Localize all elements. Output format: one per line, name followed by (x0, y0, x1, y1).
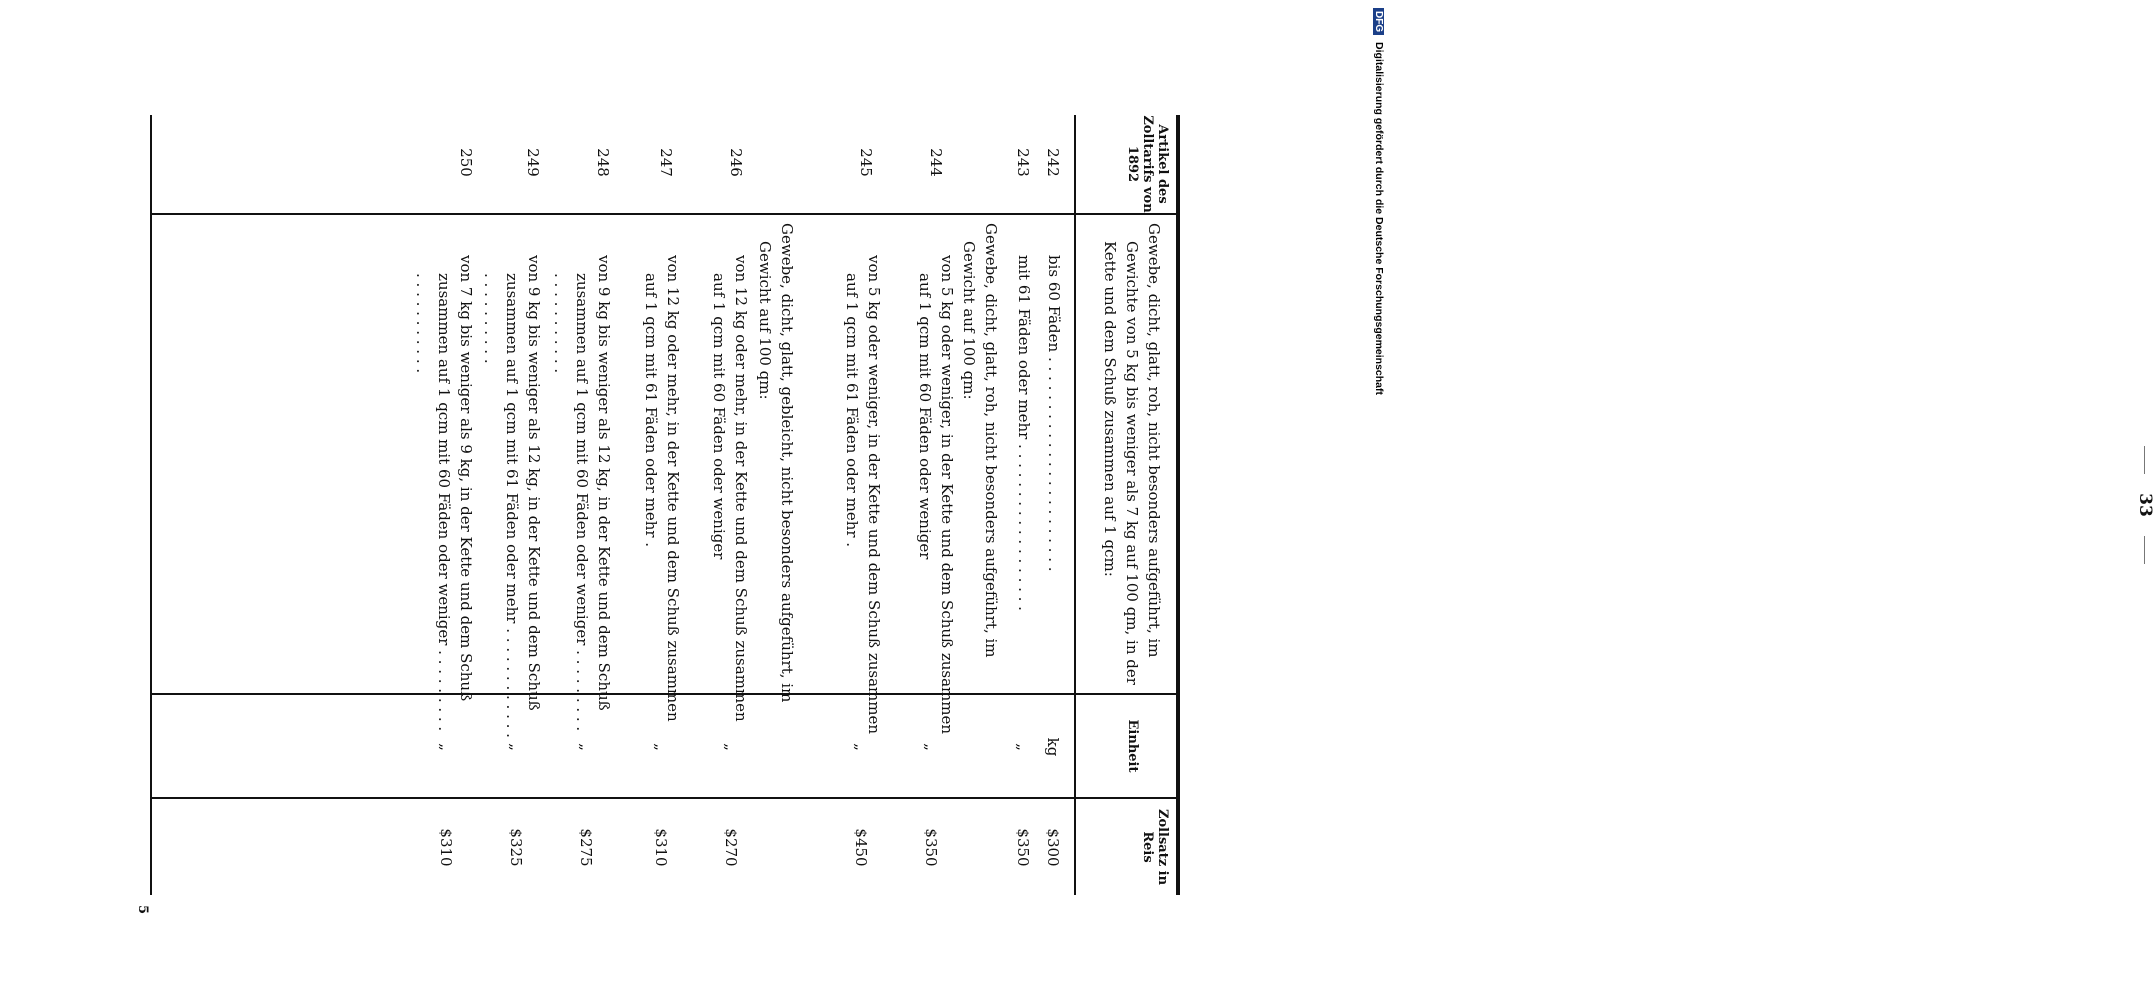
group-heading: Gewebe, dicht, glatt, roh, nicht besonders aufgeführt, im Gewichte von 5 kg bis weniger als 7 kg auf 100 qm, in der Kette und dem Schuß zusammen auf 1 qcm: (1101, 223, 1163, 685)
page-number: 33 (2135, 493, 2155, 517)
article-number: 245 (857, 148, 875, 177)
row-text: mit 61 Fäden oder mehr . . . . . . . . . . . . . . . . . . (1015, 255, 1033, 611)
row-text: von 5 kg oder weniger, in der Kette und dem Schuß zusammen auf 1 qcm mit 61 Fäden oder mehr . (843, 255, 883, 735)
row-text: von 5 kg oder weniger, in der Kette und dem Schuß zusammen auf 1 qcm mit 60 Fäden oder weniger (916, 255, 956, 735)
dfg-banner (1373, 8, 1385, 395)
article-number: 247 (657, 148, 675, 177)
rate-cell: $310 (652, 828, 670, 867)
column-divider (152, 213, 1180, 215)
unit-cell: „ (722, 743, 740, 751)
article-number: 244 (927, 148, 945, 177)
unit-cell: „ (852, 743, 870, 751)
dfg-banner-text: Digitalisierung gefördert durch die Deutsche Forschungsgemeinschaft (1373, 42, 1385, 396)
unit-cell: „ (577, 743, 595, 751)
row-text: von 7 kg bis weniger als 9 kg, in der Kette und dem Schuß zusammen auf 1 qcm mit 60 Fäden oder weniger . . . . . . . . . . . . . . . . . . . . (413, 255, 475, 732)
article-number: 242 (1044, 148, 1062, 177)
unit-cell: „ (507, 743, 525, 751)
column-divider (152, 797, 1180, 799)
group-heading: Gewebe, dicht, glatt, roh, nicht besonders aufgeführt, im Gewicht auf 100 qm: (960, 223, 1000, 658)
table-top-rule (1176, 115, 1180, 895)
row-text: von 9 kg bis weniger als 12 kg, in der Kette und dem Schuß zusammen auf 1 qcm mit 61 Fäden oder mehr . . . . . . . . . . . . . . . . . . . . . . (481, 255, 543, 738)
unit-cell: „ (652, 743, 670, 751)
unit-cell: „ (922, 743, 940, 751)
unit-cell: kg (1044, 737, 1062, 757)
article-number: 250 (457, 148, 475, 177)
page-number-line (2135, 115, 2155, 895)
dfg-logo: DFG (1373, 8, 1384, 35)
unit-cell: „ (437, 743, 455, 751)
header-article: Artikel des Zolltarifs von 1892 (1125, 115, 1170, 213)
article-number: 246 (727, 148, 745, 177)
unit-cell: „ (1014, 743, 1032, 751)
rate-cell: $350 (1014, 828, 1032, 867)
group-heading: Gewebe, dicht, glatt, gebleicht, nicht besonders aufgeführt, im Gewicht auf 100 qm: (756, 223, 796, 703)
rate-cell: $450 (852, 828, 870, 867)
article-number: 248 (594, 148, 612, 177)
row-text: bis 60 Fäden . . . . . . . . . . . . . . . . . . . . . . . (1045, 255, 1063, 572)
row-text: von 9 kg bis weniger als 12 kg, in der Kette und dem Schuß zusammen auf 1 qcm mit 60 Fäden oder weniger . . . . . . . . . . . . . . . . . . . . (551, 255, 613, 732)
rate-cell: $325 (507, 828, 525, 867)
header-unit: Einheit (1125, 719, 1140, 773)
rate-cell: $275 (577, 828, 595, 867)
rate-cell: $300 (1044, 828, 1062, 867)
header-rate: Zollsatz in Reis (1140, 808, 1170, 886)
rate-cell: $270 (722, 828, 740, 867)
article-number: 243 (1014, 148, 1032, 177)
signature-mark: 5 (135, 905, 150, 915)
row-text: von 12 kg oder mehr, in der Kette und dem Schuß zusammen auf 1 qcm mit 61 Fäden oder mehr . (642, 255, 682, 722)
rate-cell: $310 (437, 828, 455, 867)
row-text: von 12 kg oder mehr, in der Kette und dem Schuß zusammen auf 1 qcm mit 60 Fäden oder weniger (710, 255, 750, 722)
article-number: 249 (524, 148, 542, 177)
rate-cell: $350 (922, 828, 940, 867)
table-bottom-rule (150, 115, 152, 895)
